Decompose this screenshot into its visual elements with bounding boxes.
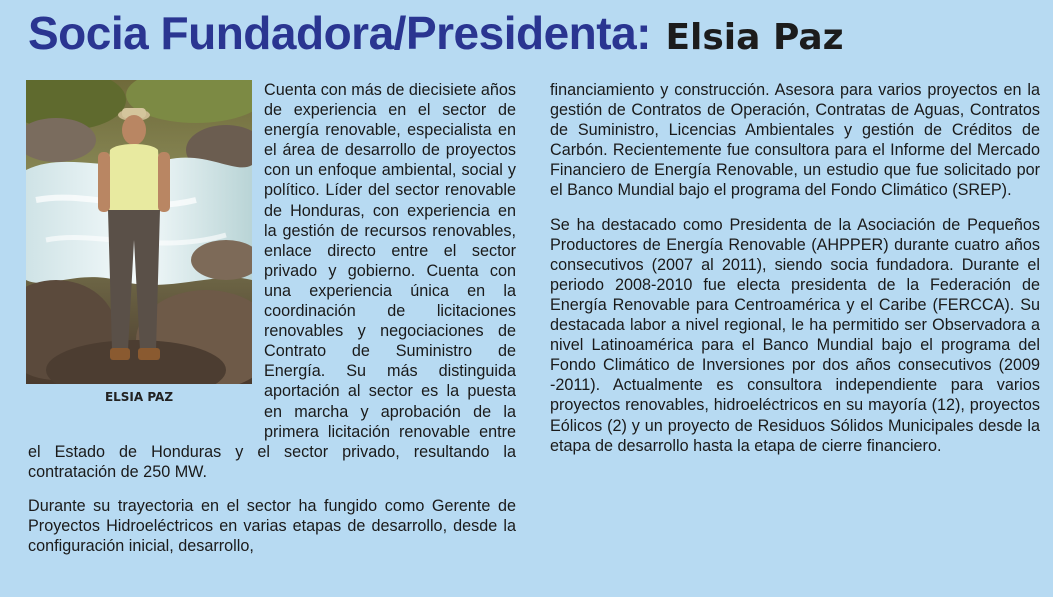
role-title: Socia Fundadora/Presidenta:: [28, 7, 651, 59]
bio-paragraph: Se ha destacado como Presidenta de la Asociación de Pequeños Productores de Energía Renovable (AHPPER) durante cuatro años consecutivos (2007 al 2011), siendo socia fundadora. Durante el periodo 2008-2010 fue electa presidenta de la Federación de Energía Renovable para Centroamérica y el Caribe (FERCCA). Su destacada labor a nivel regional, le ha permitido ser Observadora a nivel Latinoamérica para el Banco Mundial bajo el programa del Fondo Climático de Inversiones por dos años consecutivos (2009 -2011). Actualmente es consultora independiente para varios proyectos renovables, hidroeléctricos en su mayoría (12), proyectos Eólicos (2) y un proyecto de Residuos Sólidos Municipales desde la etapa de desarrollo hasta la etapa de cierre financiero.: [550, 215, 1040, 455]
page-title: [28, 7, 844, 59]
photo-spacer: [28, 80, 264, 432]
left-column: [28, 80, 516, 570]
bio-paragraph: Cuenta con más de diecisiete años de experiencia en el sector de energía renovable, especialista en el área de desarrollo de proyectos con un enfoque ambiental, social y político. Líder del sector renovable de Honduras, con experiencia en la gestión de recursos renovables, enlace directo entre el sector privado y gobierno. Cuenta con una experiencia única en la coordinación de licitaciones renovables y negociaciones de Contrato de Suministro de Energía. Su más distinguida aportación al sector es la puesta en marcha y aprobación de la primera licitación renovable entre el Estado de Honduras y el sector privado, resultando la contratación de 250 MW.: [28, 81, 516, 481]
bio-paragraph: Durante su trayectoria en el sector ha fungido como Gerente de Proyectos Hidroeléctricos en varias etapas de desarrollo, desde la configuración inicial, desarrollo,: [28, 496, 516, 556]
photo-caption: ELSIA PAZ: [104, 390, 174, 404]
person-name: Elsia Paz: [665, 17, 844, 58]
right-column: [550, 80, 1040, 470]
bio-paragraph: financiamiento y construcción. Asesora para varios proyectos en la gestión de Contratos de Operación, Contratas de Aguas, Contratos de Suministro, Licencias Ambientales y gestión de Créditos de Carbón. Recientemente fue consultora para el Informe del Mercado Financiero de Energía Renovable, un estudio que fue solicitado por el Banco Mundial bajo el programa del Fondo Climático (SREP).: [550, 81, 1040, 200]
